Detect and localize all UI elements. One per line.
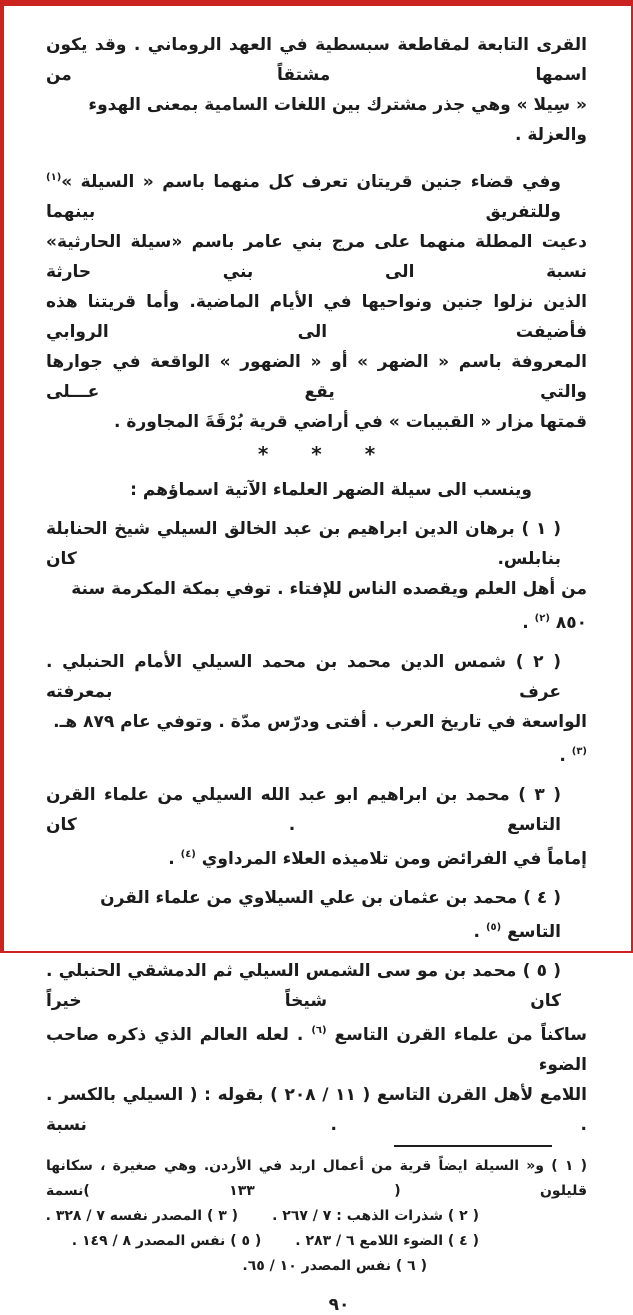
footnote-marker-4: (٤)	[180, 849, 196, 860]
footnote-6: ( ٦ ) نفس المصدر ١٠ / ٦٥.	[242, 1258, 427, 1274]
text-segment: وفي قضاء جنين قريتان تعرف كل منهما باسم « السيلة »	[61, 172, 561, 192]
footnote-marker-5: (٥)	[485, 922, 502, 933]
text-segment: الواسعة في تاريخ العرب . أفتى ودرّس مدّة . وتوفي عام ٨٧٩ هـ.	[53, 712, 587, 732]
text-line	[46, 574, 587, 638]
paragraph-villages	[46, 163, 587, 437]
text-segment: .	[473, 922, 486, 942]
text-line: اللامع لأهل القرن التاسع ( ١١ / ٢٠٨ ) بقوله : ( السيلي بالكسر . . . نسبة	[46, 1085, 587, 1135]
text-segment: إماماً في الفرائض ومن تلاميذه العلاء المرداوي	[195, 849, 587, 869]
text-segment: .	[168, 849, 181, 869]
footnote-marker-6: (٦)	[311, 1025, 327, 1036]
text-line: الذين نزلوا جنين ونواحيها في الأيام الماضية. وأما قريتنا هذه فأضيفت الى الروابي	[46, 292, 587, 342]
text-line: « سِيلا » وهي جذر مشترك بين اللغات السامية بمعنى الهدوء والعزلة .	[88, 95, 587, 145]
text-line: ( ٥ ) محمد بن مو سى الشمس السيلي ثم الدمشقي الحنبلي . كان شيخاً خيراً	[46, 961, 561, 1011]
text-segment: وللتفريق بينهما	[46, 202, 561, 222]
text-line: ( ١ ) برهان الدين ابراهيم بن عبد الخالق السيلي شيخ الحنابلة بنابلس. كان	[46, 519, 561, 569]
text-segment: ساكناً من علماء القرن التاسع	[326, 1025, 587, 1045]
text-line	[46, 883, 587, 947]
text-line: ( ٢ ) شمس الدين محمد بن محمد السيلي الأمام الحنبلي . عرف بمعرفته	[46, 652, 561, 702]
text-line	[46, 163, 587, 227]
footnote-5: ( ٥ ) نفس المصدر ٨ / ١٤٩ .	[71, 1233, 262, 1249]
footnote-marker-1: (١)	[46, 172, 62, 183]
footnote-marker-2: (٢)	[534, 613, 550, 624]
text-line	[46, 1016, 587, 1080]
footnote-1: ( ١ ) و« السيلة ايضاً قرية من أعمال اربد في الأردن. وهي صغيرة ، سكانها قليلون ( ١٣٣ )نسمة	[46, 1158, 588, 1199]
text-line: ( ٣ ) محمد بن ابراهيم ابو عبد الله السيلي من علماء القرن التاسع . كان	[46, 785, 561, 835]
footnote-row-2-3	[46, 1204, 587, 1229]
footnote-2: ( ٢ ) شذرات الذهب : ٧ / ٢٦٧ .	[272, 1208, 479, 1224]
footnote-marker-3: (٣)	[571, 746, 587, 757]
scholar-item-5	[46, 956, 587, 1140]
text-line	[46, 707, 587, 771]
text-segment: .	[522, 613, 535, 633]
footnote-4: ( ٤ ) الضوء اللامع ٦ / ٢٨٣ .	[295, 1233, 479, 1249]
paragraph-intro	[46, 30, 587, 150]
footnote-row-4-5	[46, 1229, 587, 1254]
text-line: المعروفة باسم « الضهر » أو « الضهور » الواقعة في جوارها والتي يقع عـــلى	[46, 352, 587, 402]
scan-border-left	[0, 0, 4, 953]
text-segment: من أهل العلم ويقصده الناس للإفتاء . توفي بمكة المكرمة سنة ٨٥٠	[71, 579, 587, 633]
scholar-item-2	[46, 647, 587, 771]
text-line: قمتها مزار « القبيبات » في أراضي قرية بُرْقَةَ المجاورة .	[114, 412, 587, 432]
page-number: ٩٠	[328, 1295, 350, 1315]
scholars-list	[46, 514, 587, 1140]
footnote-separator-rule	[394, 1145, 552, 1147]
page-content	[46, 30, 587, 1315]
footnotes-section	[46, 1154, 587, 1279]
text-segment: ( ٤ ) محمد بن عثمان بن علي السيلاوي من علماء القرن التاسع	[100, 888, 561, 942]
asterisk-section-divider: * * *	[257, 442, 390, 466]
text-line: القرى التابعة لمقاطعة سبسطية في العهد الروماني . وقد يكون اسمها مشتقاً من	[46, 35, 587, 85]
scholar-item-1	[46, 514, 587, 638]
scan-border-top	[0, 0, 633, 6]
text-segment: . لعله العالم الذي ذكره صاحب الضوء	[46, 1025, 587, 1075]
text-line: دعيت المطلة منهما على مرج بني عامر باسم «سيلة الحارثية» نسبة الى بني حارثة	[46, 232, 587, 282]
scholar-item-3	[46, 780, 587, 874]
footnote-3: ( ٣ ) المصدر نفسه ٧ / ٣٢٨ .	[45, 1208, 239, 1224]
text-line	[46, 840, 587, 874]
scholars-heading: وينسب الى سيلة الضهر العلماء الآتية اسماؤهم :	[130, 480, 532, 500]
scholar-item-4	[46, 883, 587, 947]
text-segment: .	[559, 746, 572, 766]
